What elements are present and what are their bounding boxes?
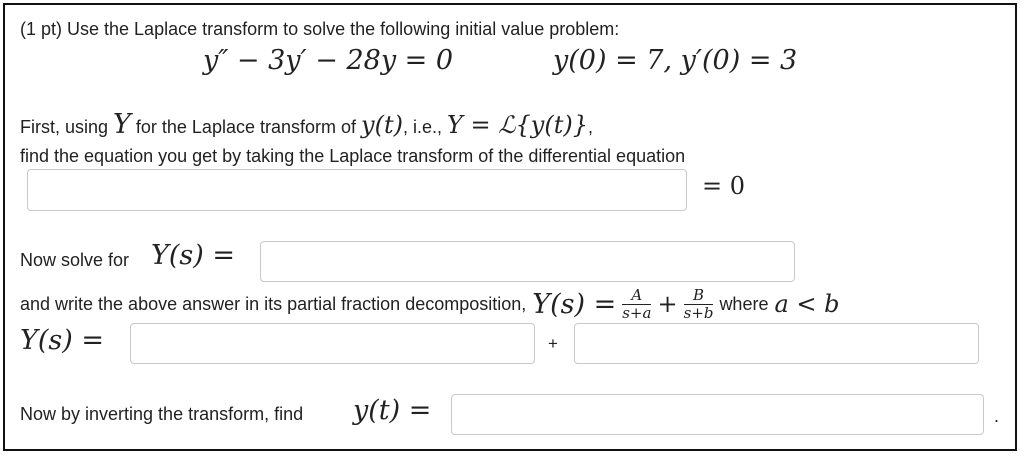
where-text: where bbox=[719, 293, 769, 314]
step1-text-first: First, using bbox=[20, 117, 109, 137]
solve-for-label: Now solve for bbox=[20, 250, 130, 270]
Ys-decomposition-label: Y(s) = bbox=[20, 325, 104, 356]
term-plus-sign: + bbox=[548, 334, 558, 353]
step1-line2: find the equation you get by taking the Laplace transform of the differential equation bbox=[20, 146, 686, 166]
yt-input[interactable] bbox=[451, 394, 984, 435]
transformed-equation-input[interactable] bbox=[27, 169, 687, 211]
problem-frame bbox=[3, 3, 1017, 451]
problem-prompt: (1 pt) Use the Laplace transform to solve the following initial value problem: bbox=[20, 19, 620, 39]
fraction-B bbox=[683, 285, 714, 322]
partial-fraction-term2-input[interactable] bbox=[574, 323, 979, 364]
step1-text-for: for the Laplace transform of bbox=[135, 117, 357, 137]
step1-line1 bbox=[20, 109, 593, 140]
yt-label: y(t) = bbox=[353, 395, 432, 426]
condition-a-less-b: a < b bbox=[774, 290, 840, 318]
fraction-A-numerator: A bbox=[622, 288, 651, 305]
inverse-transform-label: Now by inverting the transform, find bbox=[20, 404, 304, 424]
Ys-input[interactable] bbox=[260, 241, 795, 282]
equals-zero-label: = 0 bbox=[702, 172, 746, 200]
fraction-A-denominator: s+a bbox=[622, 303, 652, 322]
partial-fraction-line bbox=[20, 284, 840, 324]
initial-conditions: y(0) = 7, y′(0) = 3 bbox=[553, 45, 798, 76]
fraction-A bbox=[622, 285, 652, 322]
partial-fraction-term1-input[interactable] bbox=[130, 323, 535, 364]
laplace-definition: Y = ℒ{y(t)} bbox=[447, 111, 588, 139]
partial-fraction-text: and write the above answer in its partial fraction decomposition, bbox=[20, 293, 527, 314]
fraction-B-denominator: s+b bbox=[683, 303, 714, 322]
Ys-label: Y(s) = bbox=[151, 240, 235, 271]
step1-text-ie: , i.e., bbox=[402, 117, 442, 137]
differential-equation: y″ − 3y′ − 28y = 0 bbox=[203, 45, 454, 76]
step1-yt-symbol: y(t) bbox=[361, 111, 403, 139]
plus-sign: + bbox=[657, 290, 678, 318]
final-period: . bbox=[994, 406, 1000, 426]
step1-Y-symbol: Y bbox=[113, 109, 131, 140]
fraction-B-numerator: B bbox=[684, 288, 714, 305]
step1-comma: , bbox=[587, 117, 593, 137]
partial-fraction-Ys: Y(s) = bbox=[532, 288, 617, 320]
